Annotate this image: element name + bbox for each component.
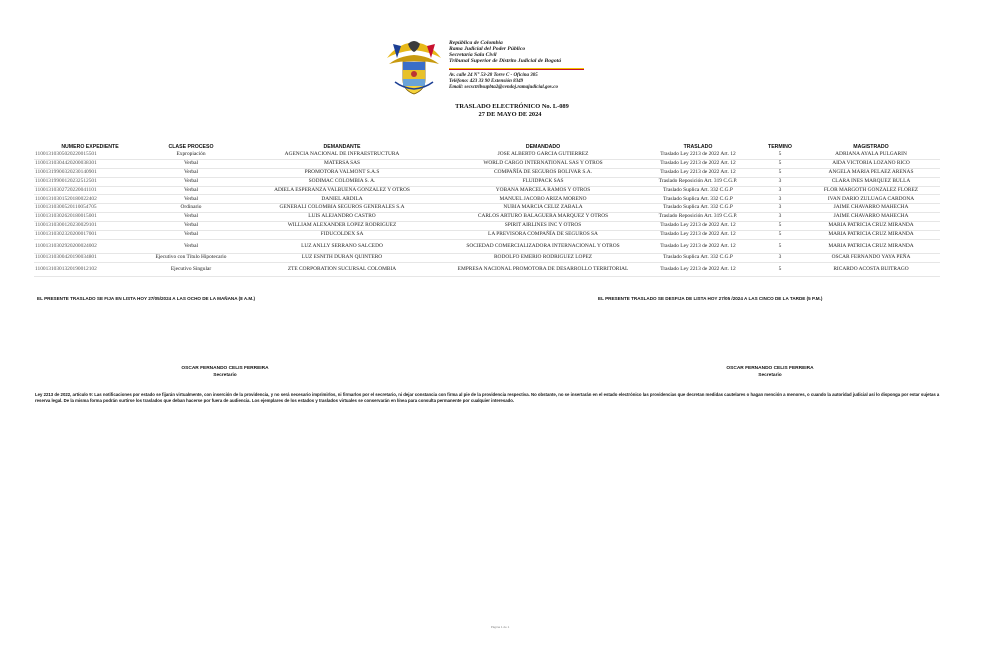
signature-name: OSCAR FERNANDO CELIS FERREIRA [726, 366, 814, 371]
signature-left [125, 365, 325, 379]
cell-expediente: 11001310304420200038301 [34, 159, 146, 168]
cell-traslado: Traslado Suplica Art. 332 C.G.P [638, 204, 758, 213]
cell-demandante: AGENCIA NACIONAL DE INFRAESTRUCTURA [236, 151, 448, 159]
contact-address: Av. calle 24 N° 53-28 Torre C - Oficina 305 [449, 73, 538, 78]
cell-clase: Expropiación [146, 151, 236, 159]
cell-magistrado: IVAN DARIO ZULUAGA CARDONA [802, 195, 940, 204]
cell-traslado: Traslado Suplica Art. 332 C.G.P [638, 186, 758, 195]
cell-demandado: COMPAÑÍA DE SEGUROS BOLIVAR S.A. [448, 168, 638, 177]
header-line: Rama Judicial del Poder Público [449, 46, 526, 53]
table-row [34, 239, 940, 253]
cell-magistrado: MARIA PATRICIA CRUZ MIRANDA [802, 239, 940, 253]
cell-traslado: Traslado Ley 2213 de 2022 Art. 12 [638, 159, 758, 168]
table-row [34, 204, 940, 213]
cell-magistrado: AIDA VICTORIA LOZANO RICO [802, 159, 940, 168]
title-date: 27 DE MAYO DE 2024 [478, 110, 542, 118]
colombia-coat-of-arms-icon [383, 36, 445, 98]
flag-rule [449, 68, 584, 70]
cell-expediente: 11001310305020220015501 [34, 151, 146, 159]
table-row [34, 186, 940, 195]
signature-name: OSCAR FERNANDO CELIS FERREIRA [181, 366, 269, 371]
cell-traslado: Traslado Ley 2213 de 2022 Art. 12 [638, 262, 758, 276]
cell-magistrado: FLOR MARGOTH GONZALEZ FLOREZ [802, 186, 940, 195]
cell-demandado: SPIRIT AIRLINES INC Y OTROS [448, 222, 638, 231]
cell-expediente: 11001310301520180022402 [34, 195, 146, 204]
cell-magistrado: JAIME CHAVARRO MAHECHA [802, 213, 940, 222]
col-header-magistrado: MAGISTRADO [853, 144, 889, 150]
cell-demandado: WORLD CARGO INTERNATIONAL SAS Y OTROS [448, 159, 638, 168]
cell-termino: 5 [758, 159, 802, 168]
cell-clase: Verbal [146, 213, 236, 222]
cell-clase: Verbal [146, 239, 236, 253]
fijacion-notice: EL PRESENTE TRASLADO SE FIJA EN LISTA HOY 27/05/2024 A LAS OCHO DE LA MAÑANA (8 A.M.) [37, 296, 256, 301]
cell-termino: 3 [758, 213, 802, 222]
col-header-clase: CLASE PROCESO [168, 144, 214, 150]
cell-magistrado: CLARA INES MARQUEZ BULLA [802, 177, 940, 186]
cell-termino: 5 [758, 151, 802, 159]
institution-header [449, 40, 561, 64]
header-line: Secretaría Sala Civil [449, 52, 497, 59]
table-row [34, 222, 940, 231]
cell-clase: Ejecutivo con Título Hipotecario [146, 253, 236, 262]
traslados-table [34, 143, 940, 277]
table-row [34, 195, 940, 204]
document-title [0, 103, 1000, 118]
cell-demandado: NUBIA MARCIA CELIZ ZABALA [448, 204, 638, 213]
contact-phone: Teléfono: 423 33 90 Extensión 8349 [449, 79, 524, 84]
cell-demandado: CARLOS ARTURO BALAGUERA MARQUEZ Y OTROS [448, 213, 638, 222]
cell-magistrado: JAIME CHAVARRO MAHECHA [802, 204, 940, 213]
cell-termino: 3 [758, 195, 802, 204]
cell-demandante: LUIS ALEJANDRO CASTRO [236, 213, 448, 222]
signature-role: Secretario [213, 373, 237, 378]
page-number: Página 1 de 1 [490, 625, 510, 629]
cell-demandante: ZTE CORPORATION SUCURSAL COLOMBIA [236, 262, 448, 276]
cell-expediente: 11001310300120230029101 [34, 222, 146, 231]
contact-email: Email: secsctribsupbta2@cendoj.ramajudicial.gov.co [449, 85, 558, 90]
cell-magistrado: MARIA PATRICIA CRUZ MIRANDA [802, 231, 940, 240]
col-header-expediente: NUMERO EXPEDIENTE [61, 144, 119, 150]
table-row [34, 168, 940, 177]
cell-demandado: YOBANA MARCELA RAMOS Y OTROS [448, 186, 638, 195]
cell-demandante: WILLIAM ALEXANDER LOPEZ RODRIGUEZ [236, 222, 448, 231]
cell-demandante: LUZ ANLLY SERRANO SALCEDO [236, 239, 448, 253]
cell-demandado: LA PREVISORA COMPAÑÍA DE SEGUROS SA [448, 231, 638, 240]
signature-role: Secretario [758, 373, 782, 378]
cell-magistrado: RICARDO ACOSTA BUITRAGO [802, 262, 940, 276]
cell-clase: Verbal [146, 195, 236, 204]
table-row [34, 231, 940, 240]
cell-traslado: Traslado Ley 2213 de 2022 Art. 12 [638, 168, 758, 177]
cell-clase: Verbal [146, 177, 236, 186]
cell-demandante: LUZ ESNITH DURAN QUINTERO [236, 253, 448, 262]
cell-expediente: 11001310301320190012102 [34, 262, 146, 276]
cell-demandante: SODIMAC COLOMBIA S. A. [236, 177, 448, 186]
cell-termino: 5 [758, 239, 802, 253]
col-header-traslado: TRASLADO [683, 144, 713, 150]
cell-termino: 5 [758, 231, 802, 240]
table-row [34, 159, 940, 168]
cell-clase: Verbal [146, 159, 236, 168]
cell-demandante: ADIELA ESPERANZA VALBUENA GONZALEZ Y OTROS [236, 186, 448, 195]
table-row [34, 177, 940, 186]
cell-demandado: RODOLFO EMERIO RODRIGUEZ LOPEZ [448, 253, 638, 262]
col-header-demandante: DEMANDANTE [323, 144, 361, 150]
desfijacion-notice: EL PRESENTE TRASLADO SE DESFIJA DE LISTA HOY 27/05 /2024 A LAS CINCO DE LA TARDE (5 P.M.) [598, 296, 823, 301]
cell-termino: 5 [758, 262, 802, 276]
cell-demandante: DANIEL ARDILA [236, 195, 448, 204]
contact-info [449, 73, 558, 91]
cell-expediente: 11001310302920200024002 [34, 239, 146, 253]
cell-termino: 5 [758, 222, 802, 231]
cell-demandado: EMPRESA NACIONAL PROMOTORA DE DESARROLLO TERRITORIAL [448, 262, 638, 276]
cell-traslado: Traslado Ley 2213 de 2022 Art. 12 [638, 231, 758, 240]
cell-expediente: 11001319900320230140901 [34, 168, 146, 177]
cell-traslado: Traslado Suplica Art. 332 C.G.P [638, 195, 758, 204]
cell-demandado: MANUEL JACOBO ARIZA MORENO [448, 195, 638, 204]
title-line: TRASLADO ELECTRÓNICO No. L-089 [455, 103, 569, 110]
cell-termino: 5 [758, 168, 802, 177]
header-line: República de Colombia [449, 40, 503, 46]
cell-clase: Verbal [146, 186, 236, 195]
table-row [34, 213, 940, 222]
cell-expediente: 11001319900120232512501 [34, 177, 146, 186]
cell-demandado: JOSE ALBERTO GARCIA GUTIERREZ [448, 151, 638, 159]
cell-clase: Verbal [146, 168, 236, 177]
cell-traslado: Traslado Ley 2213 de 2022 Art. 12 [638, 151, 758, 159]
cell-demandante: MATERSA SAS [236, 159, 448, 168]
cell-demandante: GENERALI COLOMBIA SEGUROS GENERALES S.A [236, 204, 448, 213]
cell-magistrado: MARIA PATRICIA CRUZ MIRANDA [802, 222, 940, 231]
table-header-row [34, 143, 940, 151]
header-line: Tribunal Superior de Distrito Judicial de Bogotá [449, 58, 561, 65]
cell-termino: 3 [758, 253, 802, 262]
cell-magistrado: ADRIANA AYALA PULGARIN [802, 151, 940, 159]
cell-traslado: Traslado Reposición Art. 319 C.G.P. [638, 177, 758, 186]
table-row [34, 262, 940, 276]
cell-expediente: 11001310302320200017001 [34, 231, 146, 240]
cell-traslado: Traslado Ley 2213 de 2022 Art. 12 [638, 222, 758, 231]
cell-demandante: FIDUCOLDEX SA [236, 231, 448, 240]
cell-clase: Ordinario [146, 204, 236, 213]
cell-clase: Ejecutivo Singular [146, 262, 236, 276]
legal-footnote: Ley 2213 de 2022, artículo 9: Las notificaciones por estado se fijarán virtualmente, con inserción de la providencia, y no será necesario imprimirlos, ni firmarlos por el secretario, ni dejar constancia con firma al pie de la providencia respectiva. No obstante, no se insertarán en el estado electrónico las providencias que decretan medidas cautelares o hagan mención a menores, o cuando la autoridad judicial así lo disponga por estar sujetas a reserva legal. De la misma forma podrán surtirse los traslados que deban hacerse por fuera de audiencia. Los ejemplares de los estados y traslados virtuales se conservarán en línea para consulta permanente por cualquier interesado. [35, 392, 940, 403]
cell-termino: 3 [758, 177, 802, 186]
cell-demandante: PROMOTORA VALMONT S.A.S [236, 168, 448, 177]
cell-traslado: Traslado Reposición Art. 319 C.G.P. [638, 213, 758, 222]
cell-traslado: Traslado Suplica Art. 332 C.G.P [638, 253, 758, 262]
cell-traslado: Traslado Ley 2213 de 2022 Art. 12 [638, 239, 758, 253]
signature-right [670, 365, 870, 379]
col-header-demandado: DEMANDADO [525, 144, 561, 150]
cell-expediente: 11001310302720220041101 [34, 186, 146, 195]
flag-rule-red [449, 69, 584, 70]
cell-magistrado: ANGELA MARIA PELAEZ ARENAS [802, 168, 940, 177]
col-header-termino: TERMINO [768, 144, 792, 150]
table-row [34, 253, 940, 262]
cell-clase: Verbal [146, 222, 236, 231]
cell-termino: 3 [758, 204, 802, 213]
cell-demandado: FLUIDPACK SAS [448, 177, 638, 186]
table-row [34, 151, 940, 159]
cell-expediente: 11001310300420190034801 [34, 253, 146, 262]
cell-termino: 3 [758, 186, 802, 195]
cell-expediente: 11001310300520110054705 [34, 204, 146, 213]
cell-expediente: 11001310302620180015001 [34, 213, 146, 222]
cell-demandado: SOCIEDAD COMERCIALIZADORA INTERNACIONAL Y OTROS [448, 239, 638, 253]
cell-magistrado: OSCAR FERNANDO YAYA PEÑA [802, 253, 940, 262]
cell-clase: Verbal [146, 231, 236, 240]
